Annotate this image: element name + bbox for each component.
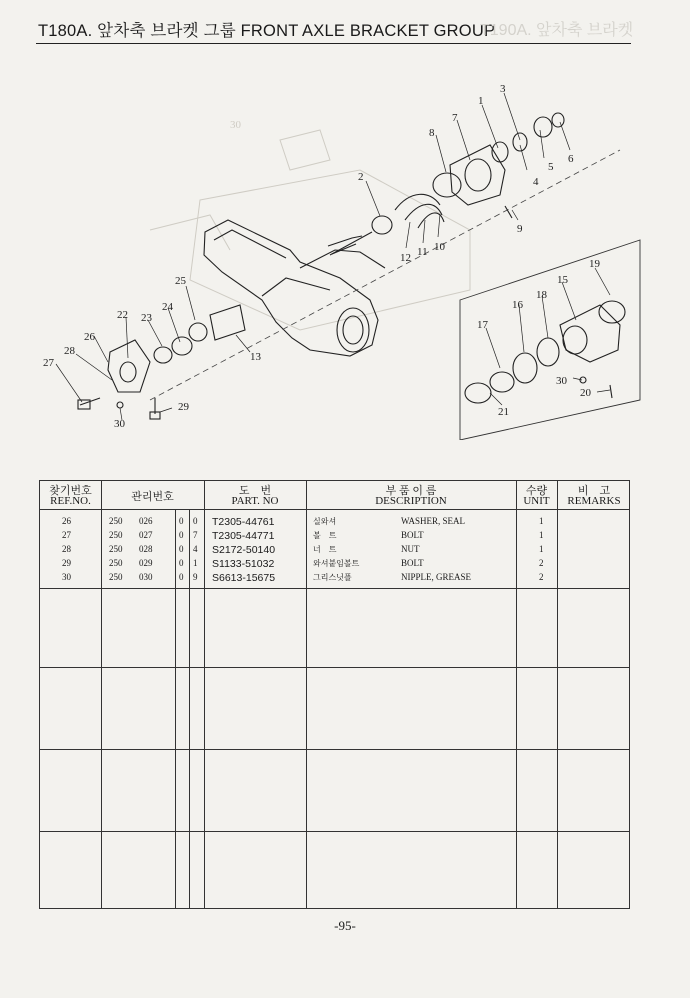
name-ko: 실와셔	[313, 517, 337, 526]
header-ref-ko: 찾기번호	[49, 485, 92, 497]
unit: 2	[539, 572, 544, 582]
table-row	[40, 558, 631, 572]
mgmt-1: 250	[109, 530, 123, 540]
callout: 20	[580, 387, 591, 399]
mgmt-4: 0	[193, 516, 198, 526]
mgmt-4: 9	[193, 572, 198, 582]
header-desc-en: DESCRIPTION	[375, 495, 447, 507]
header-unit-ko: 수량	[525, 485, 548, 497]
callout: 16	[512, 299, 523, 311]
callout: 30	[230, 119, 241, 131]
callout: 6	[568, 153, 574, 165]
unit: 1	[539, 530, 544, 540]
ref-no: 30	[62, 572, 71, 582]
mgmt-3: 0	[179, 572, 184, 582]
header-remarks-en: REMARKS	[567, 495, 621, 507]
mgmt-1: 250	[109, 516, 123, 526]
callout: 30	[114, 418, 125, 430]
callout: 26	[84, 331, 95, 343]
page-number: -95-	[334, 918, 356, 933]
name-ko: 그리스닛플	[313, 573, 352, 582]
header-ref-en: REF.NO.	[50, 495, 91, 507]
mgmt-2: 030	[139, 572, 153, 582]
callout: 3	[500, 83, 506, 95]
description: WASHER, SEAL	[401, 516, 466, 526]
callout: 15	[557, 274, 568, 286]
description: BOLT	[401, 530, 424, 540]
callout: 19	[589, 258, 600, 270]
part-no: T2305-44761	[212, 516, 275, 528]
header-unit-en: UNIT	[523, 495, 550, 507]
table-row	[40, 544, 631, 558]
description: BOLT	[401, 558, 424, 568]
callout: 23	[141, 312, 152, 324]
ref-no: 26	[62, 516, 71, 526]
unit: 1	[539, 516, 544, 526]
callout: 9	[517, 223, 523, 235]
callout: 7	[452, 112, 458, 124]
mgmt-4: 4	[193, 544, 198, 554]
mgmt-1: 250	[109, 558, 123, 568]
table-row	[40, 516, 631, 530]
callout: 5	[548, 161, 554, 173]
part-no: S2172-50140	[212, 544, 276, 556]
unit: 1	[539, 544, 544, 554]
ref-no: 27	[62, 530, 71, 540]
name-ko: 너 트	[313, 545, 337, 554]
exploded-parts-diagram	[0, 60, 690, 440]
mgmt-1: 250	[109, 572, 123, 582]
callout: 28	[64, 345, 75, 357]
header-part-ko: 도 번	[238, 485, 272, 497]
mgmt-4: 1	[193, 558, 198, 568]
ref-no: 28	[62, 544, 71, 554]
part-no: S6613-15675	[212, 572, 276, 584]
mgmt-2: 026	[139, 516, 153, 526]
header-remarks-ko: 비 고	[577, 485, 611, 497]
callout: 8	[429, 127, 435, 139]
callout: 13	[250, 351, 261, 363]
mgmt-3: 0	[179, 558, 184, 568]
title-rule	[36, 43, 631, 44]
name-ko: 와셔붙임볼트	[313, 559, 360, 568]
callout: 18	[536, 289, 547, 301]
mgmt-2: 029	[139, 558, 153, 568]
table-row	[40, 572, 631, 586]
callout: 29	[178, 401, 189, 413]
callout: 1	[478, 95, 484, 107]
callout: 21	[498, 406, 509, 418]
callout: 4	[533, 176, 539, 188]
callout: 12	[400, 252, 411, 264]
name-ko: 볼 트	[313, 531, 337, 540]
callout: 24	[162, 301, 173, 313]
mgmt-2: 028	[139, 544, 153, 554]
callout: 22	[117, 309, 128, 321]
parts-table	[39, 480, 630, 909]
mgmt-3: 0	[179, 544, 184, 554]
mgmt-4: 7	[193, 530, 198, 540]
description: NUT	[401, 544, 420, 554]
part-no: T2305-44771	[212, 530, 275, 542]
header-part-en: PART. NO	[231, 495, 279, 507]
mgmt-3: 0	[179, 530, 184, 540]
ref-no: 29	[62, 558, 71, 568]
callout: 11	[417, 246, 428, 258]
callout: 2	[358, 171, 364, 183]
part-no: S1133-51032	[212, 558, 275, 570]
description: NIPPLE, GREASE	[401, 572, 472, 582]
mgmt-3: 0	[179, 516, 184, 526]
page-title: T180A. 앞차축 브라켓 그룹 FRONT AXLE BRACKET GROUP	[38, 22, 496, 40]
callout: 30	[556, 375, 567, 387]
bleed-through-title: T190A. 앞차축 브라켓	[480, 22, 634, 39]
header-mgmt-ko: 관리번호	[131, 491, 174, 503]
header-desc-ko: 부 품 이 름	[385, 485, 437, 497]
callout: 10	[434, 241, 445, 253]
mgmt-2: 027	[139, 530, 153, 540]
callout: 27	[43, 357, 54, 369]
callout: 25	[175, 275, 186, 287]
callout: 17	[477, 319, 488, 331]
unit: 2	[539, 558, 544, 568]
mgmt-1: 250	[109, 544, 123, 554]
table-row	[40, 530, 631, 544]
